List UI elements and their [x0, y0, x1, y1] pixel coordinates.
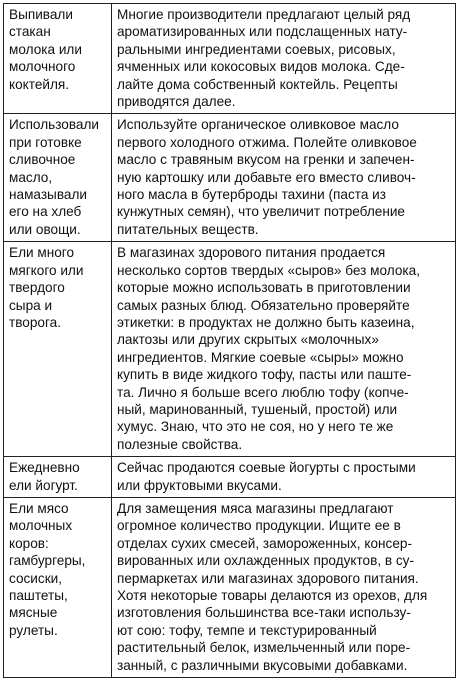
- substitution-table: [3, 3, 456, 678]
- habit-text: Ели много мягкого или твердого сыра и творога.: [9, 245, 84, 330]
- alternative-text: В магазинах здорового питания продается несколько сортов твердых «сыров» без молока, которые можно использовать в приготовлении самых разных блюд. Обязательно проверяйте этикетки: в продуктах не должно быть казеина, лактозы или других скрытых «молочных» ингредиентов. Мягкие соевые «сыры» можно купить в виде жидкого тофу, пасты или паште- та. Лично я больше всего люблю тофу (копче- ный, маринованный, тушеный, простой) или хумус. Знаю, что это не соя, но у него те же полезные свойства.: [117, 245, 421, 452]
- alternative-text: Используйте органическое оливковое масло первого холодного отжима. Полейте оливковое масло с травяным вкусом на гренки и запечен- ную картошку или добавьте его вместо сливоч- ного масла в бутерброды тахини (паста из кунжутных семян), что увеличит потребление питательных веществ.: [117, 117, 417, 237]
- alternative-text: Для замещения мяса магазины предлагают огромное количество продукции. Ищите ее в отделах сухих смесей, замороженных, консер- вированных или охлажденных продуктов, в су- пермаркетах или магазинах здорового питания. Хотя некоторые товары делаются из орехов, для изготовления большинства все-таки использу- ют сою: тофу, темпе и текстурированный растительный белок, измельченный или поре- занный, с различными вкусовыми добавками.: [117, 500, 428, 673]
- habit-cell: [4, 457, 112, 498]
- table-row: [4, 4, 456, 114]
- table-row: [4, 497, 456, 677]
- habit-cell: [4, 497, 112, 677]
- habit-text: Использовали при готовке сливочное масло, намазывали его на хлеб или овощи.: [9, 117, 99, 237]
- alternative-cell: [112, 114, 456, 242]
- table-row: [4, 114, 456, 242]
- alternative-cell: [112, 242, 456, 457]
- alternative-cell: [112, 497, 456, 677]
- alternative-text: Сейчас продаются соевые йогурты с простыми или фруктовыми вкусами.: [117, 460, 416, 493]
- habit-text: Ели мясо молочных коров: гамбургеры, сосиски, паштеты, мясные рулеты.: [9, 500, 86, 638]
- habit-text: Ежедневно ели йогурт.: [9, 460, 80, 493]
- habit-cell: [4, 4, 112, 114]
- habit-text: Выпивали стакан молока или молочного коктейля.: [9, 7, 82, 92]
- habit-cell: [4, 242, 112, 457]
- table-row: [4, 457, 456, 498]
- alternative-text: Многие производители предлагают целый ряд ароматизированных или подслащенных нату- ральными ингредиентами соевых, рисовых, ячменных или кокосовых видов молока. Сде- лайте дома собственный коктейль. Рецепты приводятся далее.: [117, 7, 411, 110]
- alternative-cell: [112, 4, 456, 114]
- alternative-cell: [112, 457, 456, 498]
- habit-cell: [4, 114, 112, 242]
- table-row: [4, 242, 456, 457]
